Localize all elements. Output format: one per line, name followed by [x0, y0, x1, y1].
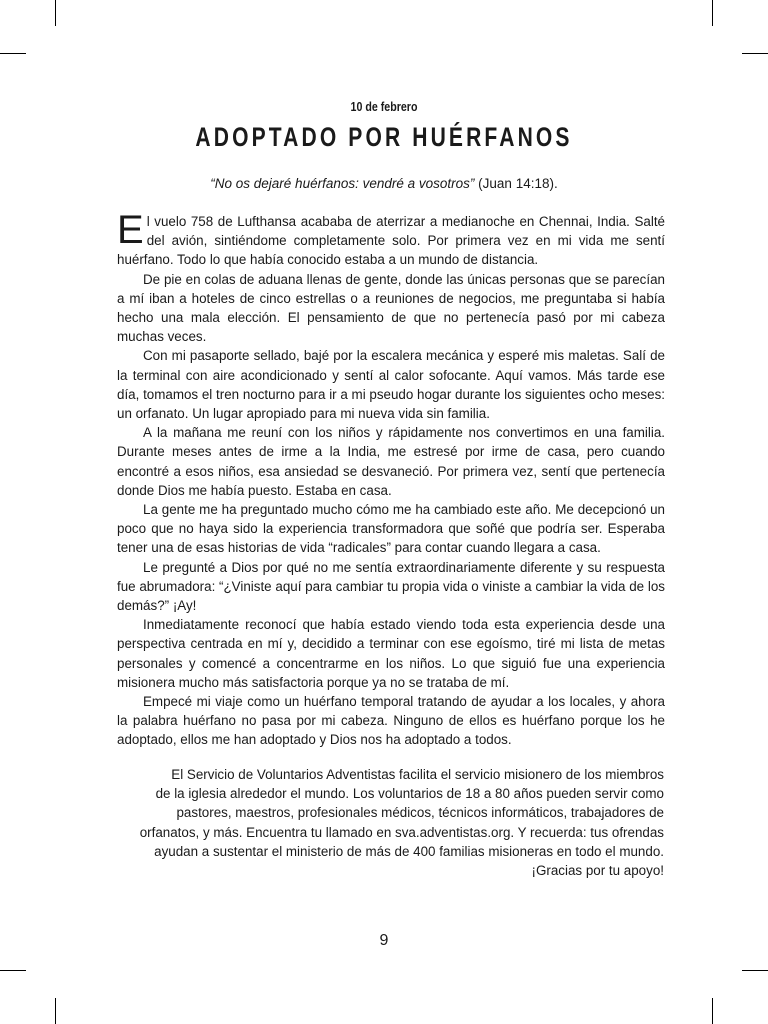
- drop-cap: E: [117, 208, 144, 252]
- crop-mark-bottom-left: [55, 998, 56, 1024]
- paragraph-2: De pie en colas de aduana llenas de gente, donde las únicas personas que se parecían a mí iban a hoteles de cinco estrellas o a reuniones de negocios, me preguntaba si había hecho una mala elección. El pensamiento de que no pertenecía pasó por mi cabeza muchas veces.: [117, 271, 665, 345]
- crop-mark-top-right-h: [742, 53, 768, 54]
- note-line: ayudan a sustentar el ministerio de más de 400 familias misioneras en todo el mundo.: [154, 843, 664, 859]
- page-number: 9: [379, 932, 389, 949]
- paragraph-7: Inmediatamente reconocí que había estado viendo toda esta experiencia desde una perspectiva centrada en mí y, decidido a terminar con ese egoísmo, tiré mi lista de metas personales y comencé a concentrarme en los niños. Lo que siguió fue una experiencia misionera mucho más satisfactoria porque ya no se trataba de mí.: [117, 617, 665, 690]
- note-line: ¡Gracias por tu apoyo!: [531, 863, 664, 879]
- paragraph-6: Le pregunté a Dios por qué no me sentía extraordinariamente diferente y su respuesta fue abrumadora: “¿Viniste aquí para cambiar tu propia vida o viniste a cambiar la vida de los demás?” ¡Ay!: [117, 559, 665, 614]
- page-title: ADOPTADO POR HUÉRFANOS: [195, 122, 573, 152]
- note-line: de la iglesia alrededor el mundo. Los voluntarios de 18 a 80 años pueden servir como: [155, 786, 664, 802]
- crop-mark-top-left-h: [0, 53, 26, 54]
- volunteer-service-note: [117, 765, 664, 880]
- crop-mark-bottom-right: [712, 998, 713, 1024]
- paragraph-5: La gente me ha preguntado mucho cómo me ha cambiado este año. Me decepcionó un poco que no haya sido la experiencia transformadora que soñé que podría ser. Esperaba tener una de esas historias de vida “radicales” para contar cuando llegara a casa.: [117, 502, 665, 556]
- crop-mark-bottom-right-h: [742, 970, 768, 971]
- article-body: [117, 208, 665, 750]
- note-line: orfanatos, y más. Encuentra tu llamado en sva.adventistas.org. Y recuerda: tus ofrendas: [139, 824, 664, 840]
- note-line: pastores, maestros, profesionales médicos, técnicos informáticos, trabajadores de: [176, 805, 664, 821]
- bible-verse: [0, 176, 768, 191]
- paragraph-4: A la mañana me reuní con los niños y rápidamente nos convertimos en una familia. Durante meses antes de irme a la India, me estresé por irme de casa, pero cuando encontré a esos niños, esa ansiedad se desvaneció. Por primera vez, sentí que pertenecía donde Dios me había puesto. Estaba en casa.: [117, 425, 665, 498]
- verse-reference: (Juan 14:18).: [478, 176, 558, 191]
- verse-quote: “No os dejaré huérfanos: vendré a vosotros”: [210, 176, 475, 191]
- crop-mark-top-left: [55, 0, 56, 26]
- paragraph-1: El vuelo 758 de Lufthansa acababa de aterrizar a medianoche en Chennai, India. Salté del avión, sintiéndome completamente solo. Por primera vez en mi vida me sentí huérfano. Todo lo que había conocido estaba a un mundo de distancia.: [117, 208, 665, 268]
- paragraph-8: Empecé mi viaje como un huérfano temporal tratando de ayudar a los locales, y ahora la palabra huérfano no pasa por mi cabeza. Ninguno de ellos es huérfano porque los he adoptado, ellos me han adoptado y Dios nos ha adoptado a todos.: [117, 694, 665, 748]
- crop-mark-bottom-left-h: [0, 970, 26, 971]
- crop-mark-top-right: [712, 0, 713, 26]
- paragraph-3: Con mi pasaporte sellado, bajé por la escalera mecánica y esperé mis maletas. Salí de la terminal con aire acondicionado y sentí al calor sofocante. Aquí vamos. Más tarde ese día, tomamos el tren nocturno para ir a mi pseudo hogar durante los siguientes ocho meses: un orfanato. Un lugar apropiado para mi nueva vida sin familia.: [117, 348, 665, 422]
- devotional-date: 10 de febrero: [350, 99, 418, 114]
- note-line: El Servicio de Voluntarios Adventistas facilita el servicio misionero de los miembros: [171, 767, 664, 782]
